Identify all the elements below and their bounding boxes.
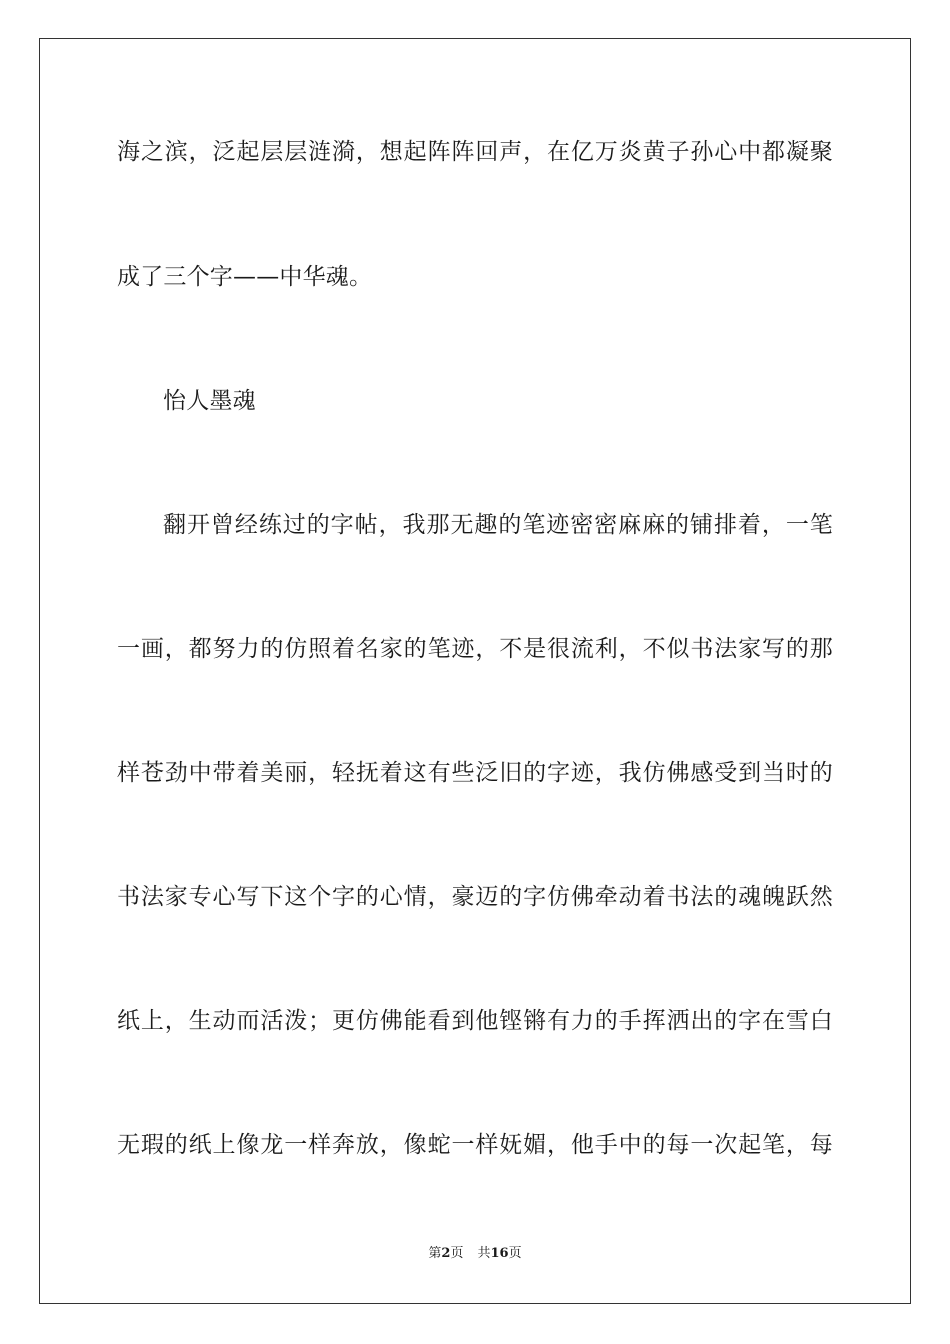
body-line-6: 书法家专心写下这个字的心情，豪迈的字仿佛牵动着书法的魂魄跃然 (117, 884, 833, 910)
body-line-1: 海之滨，泛起层层涟漪，想起阵阵回声，在亿万炎黄子孙心中都凝聚 (117, 139, 833, 165)
body-line-4: 一画，都努力的仿照着名家的笔迹，不是很流利，不似书法家写的那 (117, 636, 833, 662)
body-line-5: 样苍劲中带着美丽，轻抚着这有些泛旧的字迹，我仿佛感受到当时的 (117, 760, 833, 786)
footer-page-suffix: 页 (450, 1246, 464, 1261)
page-border (39, 38, 911, 1304)
footer-page-number: 2 (441, 1246, 451, 1261)
section-heading: 怡人墨魂 (163, 388, 256, 414)
body-line-2: 成了三个字——中华魂。 (117, 264, 373, 290)
body-line-8: 无瑕的纸上像龙一样奔放，像蛇一样妩媚，他手中的每一次起笔，每 (117, 1132, 833, 1158)
body-line-7: 纸上，生动而活泼；更仿佛能看到他铿锵有力的手挥洒出的字在雪白 (117, 1008, 833, 1034)
footer-total-prefix: 共 (477, 1246, 491, 1261)
body-line-3: 翻开曾经练过的字帖，我那无趣的笔迹密密麻麻的铺排着，一笔 (163, 512, 833, 538)
footer-total-suffix: 页 (508, 1246, 522, 1261)
footer-page-prefix: 第 (428, 1246, 442, 1261)
page-footer (0, 1246, 950, 1262)
footer-total-pages: 16 (490, 1246, 509, 1261)
